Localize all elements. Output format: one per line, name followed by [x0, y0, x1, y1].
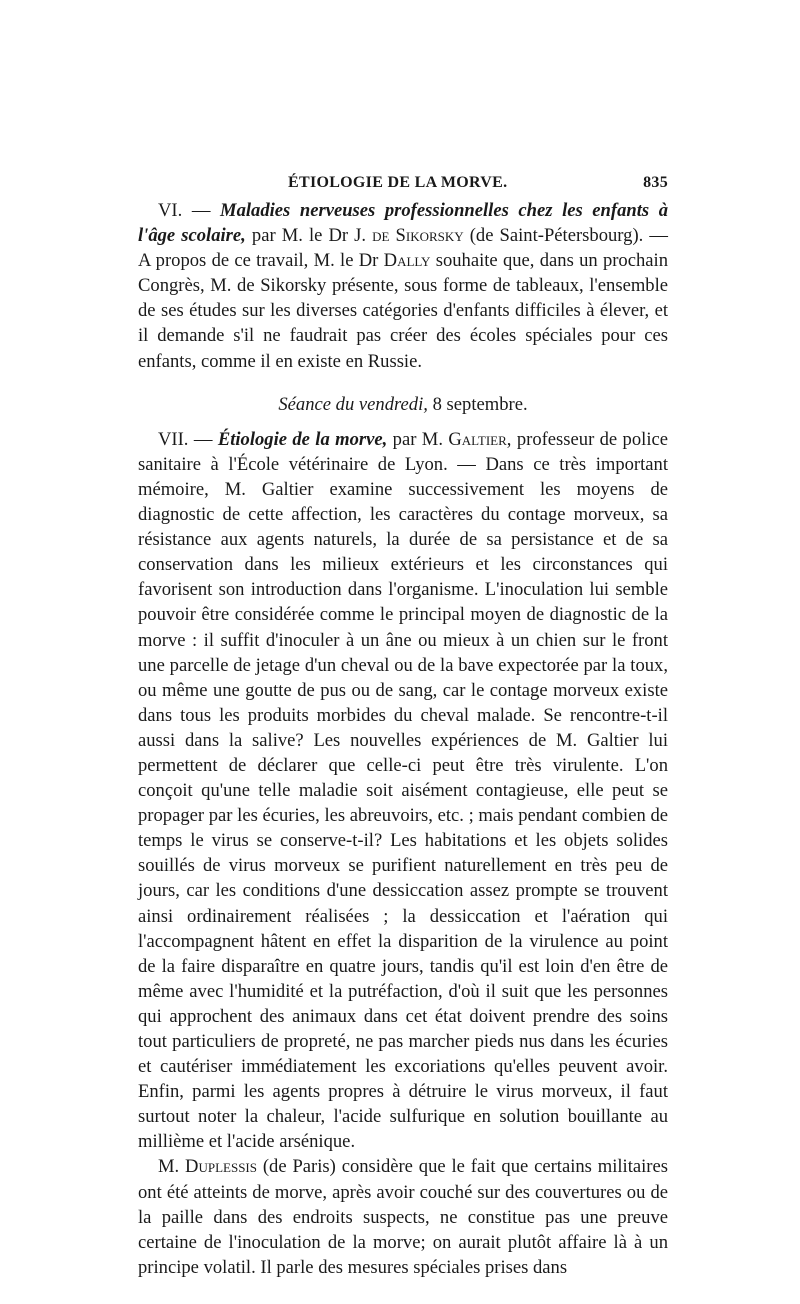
- section-vi-affiliation: (de Saint-Pétersbourg).: [469, 225, 644, 247]
- book-page: [138, 170, 668, 1280]
- section-vii-text: professeur de police sanitaire à l'École vétérinaire de Lyon. — Dans ce très important mémoire, M. Galtier examine successivement les moyens de diagnostic de cette affection, les caractères du contage morveux, sa résistance aux agents naturels, la durée de sa persistance et de sa conservation dans les milieux extérieurs et les circonstances qui favorisent son introduction dans l'organisme. L'inoculation lui semble pouvoir être considérée comme le principal moyen de diagnostic de la morve : il suffit d'inoculer à un âne ou mieux à un chien sur le front une parcelle de jetage d'un cheval ou de la bave expectorée par la toux, ou même une goutte de pus ou de sang, car le contage morveux existe dans tous les produits morbides du cheval malade. Se rencontre-t-il aussi dans la salive? Les nouvelles expériences de M. Galtier lui permettent de déclarer que celle-ci peut être très virulente. L'on conçoit qu'une telle maladie soit aisément contagieuse, elle peut se propager par les écuries, les abreuvoirs, etc. ; mais pendant combien de temps le virus se conserve-t-il? Les habitations et les objets solides souillés de virus morveux se purifient naturellement en très peu de jours, car les conditions d'une dessiccation assez prompte se trouvent ainsi ordinairement réalisées ; la dessiccation et l'aération qui l'accompagnent hâtent en effet la disparition de la virulence au point de la faire disparaître en quatre jours, tandis qu'il est loin d'en être de même avec l'humidité et la putréfaction, d'où il suit que les personnes qui approchent des animaux dans cet état doivent prendre des soins tout particuliers de propreté, ne pas marcher pieds nus dans les écuries et cautériser immédiatement les excoriations qu'elles peuvent avoir. Enfin, parmi les agents propres à détruire le virus morveux, il faut surtout noter la chaleur, l'acide sulfurique en solution bouillante au millième et l'acide arsénique.: [138, 428, 668, 1153]
- running-head: [138, 170, 668, 198]
- section-vii-by: par M.: [392, 428, 443, 450]
- section-vii-title: Étiologie de la morve,: [217, 428, 388, 450]
- section-vi-author: de Sikorsky: [372, 225, 464, 247]
- section-vi-by: par M. le Dr J.: [251, 225, 367, 247]
- section-vi-paragraph: [138, 198, 668, 374]
- section-vi-text-b: souhaite que, dans un prochain Congrès, M. de Sikorsky présente, sous forme de tableaux, l'ensemble de ses études sur les diverses catégories d'enfants difficiles à élever, et il demande s'il ne faudrait pas créer des écoles spéciales pour ces enfants, comme il en existe en Russie.: [138, 250, 668, 372]
- section-vii-author: Galtier,: [448, 428, 512, 450]
- page-number: 835: [643, 174, 668, 191]
- section-vi-dally: Dally: [383, 250, 431, 272]
- duplessis-text: (de Paris) considère que le fait que certains militaires ont été atteints de morve, après avoir couché sur des couvertures ou de la paille dans des endroits suspects, ne constitue pas une preuve certaine de l'inoculation de la morve; on aurait plutôt affaire là à un principe volatil. Il parle des mesures spéciales prises dans: [138, 1156, 668, 1278]
- section-vii-paragraph: [138, 427, 668, 1155]
- section-vi-number: VI. —: [158, 200, 211, 221]
- duplessis-prefix: M.: [158, 1156, 180, 1178]
- section-vi-title: Maladies nerveuses professionnelles chez les enfants à l'âge scolaire,: [138, 200, 669, 247]
- duplessis-name: Duplessis: [185, 1156, 257, 1178]
- duplessis-paragraph: [138, 1154, 668, 1279]
- section-vii-number: VII. —: [158, 428, 213, 450]
- section-vi-text-a: — A propos de ce travail, M. le Dr: [138, 225, 668, 272]
- session-heading: [138, 392, 668, 417]
- session-date: 8 septembre.: [432, 393, 528, 415]
- running-title: ÉTIOLOGIE DE LA MORVE.: [288, 174, 508, 191]
- session-label: Séance du vendredi,: [278, 393, 428, 415]
